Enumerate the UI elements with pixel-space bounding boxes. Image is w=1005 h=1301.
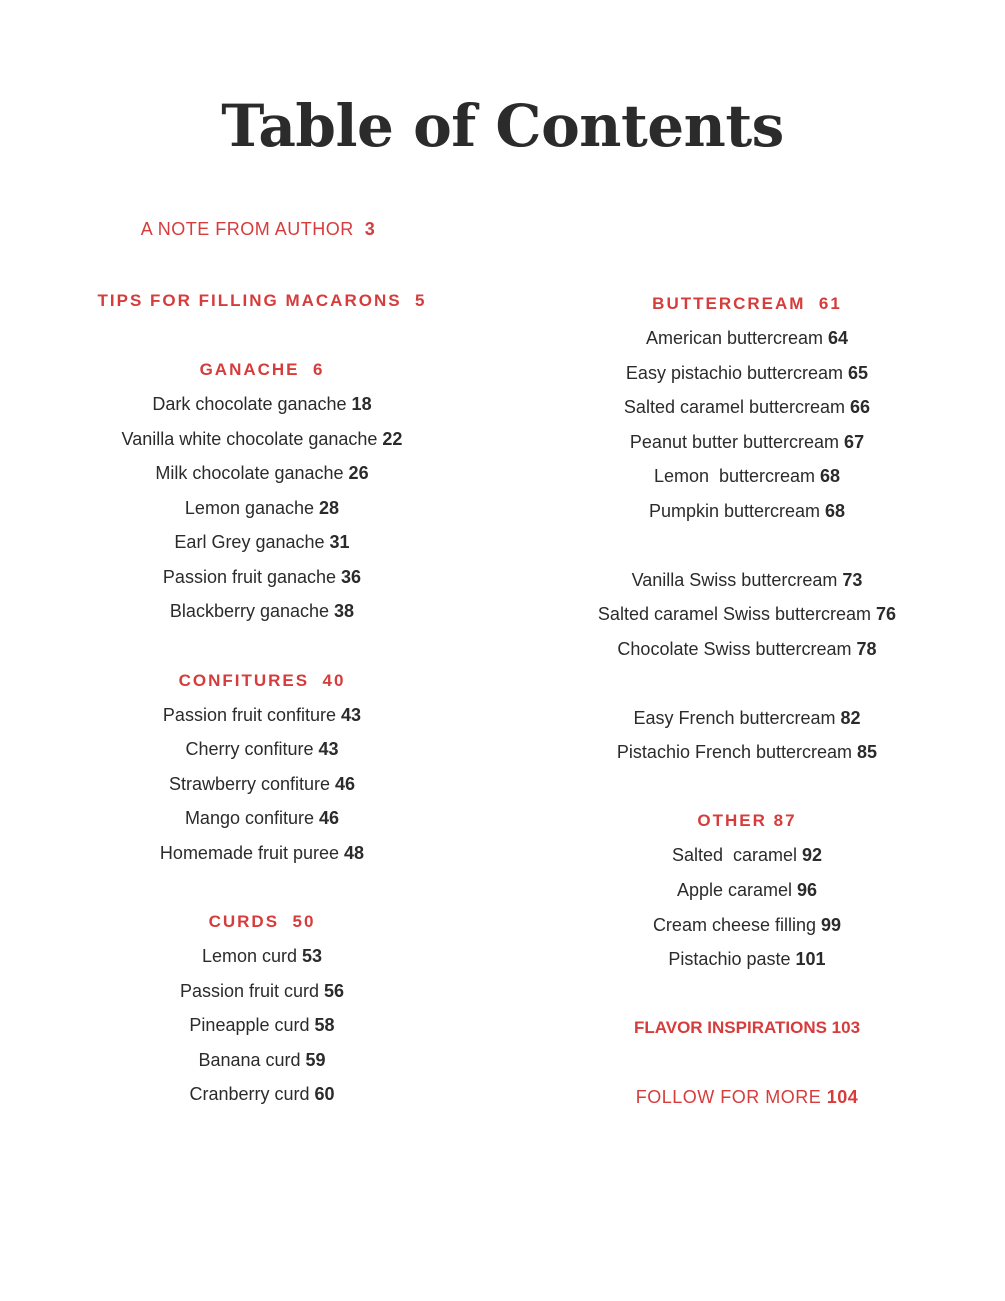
toc-entry[interactable]: Blackberry ganache 38	[169, 601, 355, 621]
toc-entry[interactable]: Easy French buttercream 82	[633, 708, 861, 728]
toc-entry[interactable]: Cranberry curd 60	[189, 1084, 335, 1104]
toc-entry[interactable]: Easy pistachio buttercream 65	[625, 363, 869, 383]
page-number: 50	[292, 912, 316, 931]
toc-entry[interactable]: Passion fruit confiture 43	[162, 705, 362, 725]
toc-entry[interactable]: American buttercream 64	[645, 328, 849, 348]
toc-entry[interactable]: Dark chocolate ganache 18	[152, 394, 372, 414]
toc-entry[interactable]: Passion fruit curd 56	[179, 981, 345, 1001]
toc-entry-follow-for-more[interactable]: FOLLOW FOR MORE 104	[635, 1087, 859, 1107]
toc-entry[interactable]: Passion fruit ganache 36	[162, 567, 362, 587]
toc-entry[interactable]: Chocolate Swiss buttercream 78	[617, 639, 877, 659]
toc-entry[interactable]: Pineapple curd 58	[189, 1015, 335, 1035]
toc-entry[interactable]: Peanut butter buttercream 67	[629, 432, 865, 452]
section-heading-curds[interactable]: CURDS 50	[208, 912, 316, 931]
page-title: Table of Contents	[221, 92, 784, 160]
section-heading-buttercream[interactable]: BUTTERCREAM 61	[652, 294, 842, 313]
toc-entry[interactable]: Salted caramel 92	[671, 845, 823, 865]
page-number: 5	[415, 291, 427, 310]
page-number: 104	[826, 1087, 859, 1107]
toc-entry[interactable]: Homemade fruit puree 48	[159, 843, 365, 863]
toc-entry[interactable]: Apple caramel 96	[676, 880, 818, 900]
section-heading-ganache[interactable]: GANACHE 6	[199, 360, 325, 379]
toc-entry[interactable]: Milk chocolate ganache 26	[155, 463, 369, 483]
toc-entry[interactable]: Vanilla Swiss buttercream 73	[631, 570, 863, 590]
toc-entry[interactable]: Lemon ganache 28	[184, 498, 340, 518]
page-number: 87	[773, 811, 797, 830]
toc-entry-tips[interactable]: TIPS FOR FILLING MACARONS 5	[97, 291, 427, 310]
toc-entry-flavor-inspirations[interactable]: FLAVOR INSPIRATIONS 103	[633, 1018, 861, 1037]
toc-entry[interactable]: Cherry confiture 43	[185, 739, 339, 759]
page-number: 6	[312, 360, 325, 379]
toc-entry[interactable]: Salted caramel Swiss buttercream 76	[597, 604, 897, 624]
toc-entry[interactable]: Pumpkin buttercream 68	[648, 501, 846, 521]
page-number: 61	[818, 294, 842, 313]
toc-entry[interactable]: Mango confiture 46	[184, 808, 340, 828]
toc-entry[interactable]: Earl Grey ganache 31	[174, 532, 350, 552]
page-number: 103	[831, 1018, 861, 1037]
section-heading-other[interactable]: OTHER 87	[697, 811, 797, 830]
toc-entry[interactable]: Pistachio French buttercream 85	[616, 742, 878, 762]
page-number: 3	[364, 219, 376, 239]
toc-entry[interactable]: Banana curd 59	[198, 1050, 326, 1070]
page-number: 40	[322, 671, 346, 690]
toc-entry[interactable]: Pistachio paste 101	[668, 949, 826, 969]
toc-entry[interactable]: Strawberry confiture 46	[168, 774, 356, 794]
toc-entry[interactable]: Lemon buttercream 68	[653, 466, 841, 486]
toc-entry[interactable]: Vanilla white chocolate ganache 22	[121, 429, 403, 449]
toc-entry-note-from-author[interactable]: A NOTE FROM AUTHOR 3	[140, 219, 376, 239]
toc-entry[interactable]: Cream cheese filling 99	[652, 915, 842, 935]
toc-entry[interactable]: Salted caramel buttercream 66	[623, 397, 871, 417]
section-heading-confitures[interactable]: CONFITURES 40	[178, 671, 346, 690]
toc-entry[interactable]: Lemon curd 53	[201, 946, 323, 966]
